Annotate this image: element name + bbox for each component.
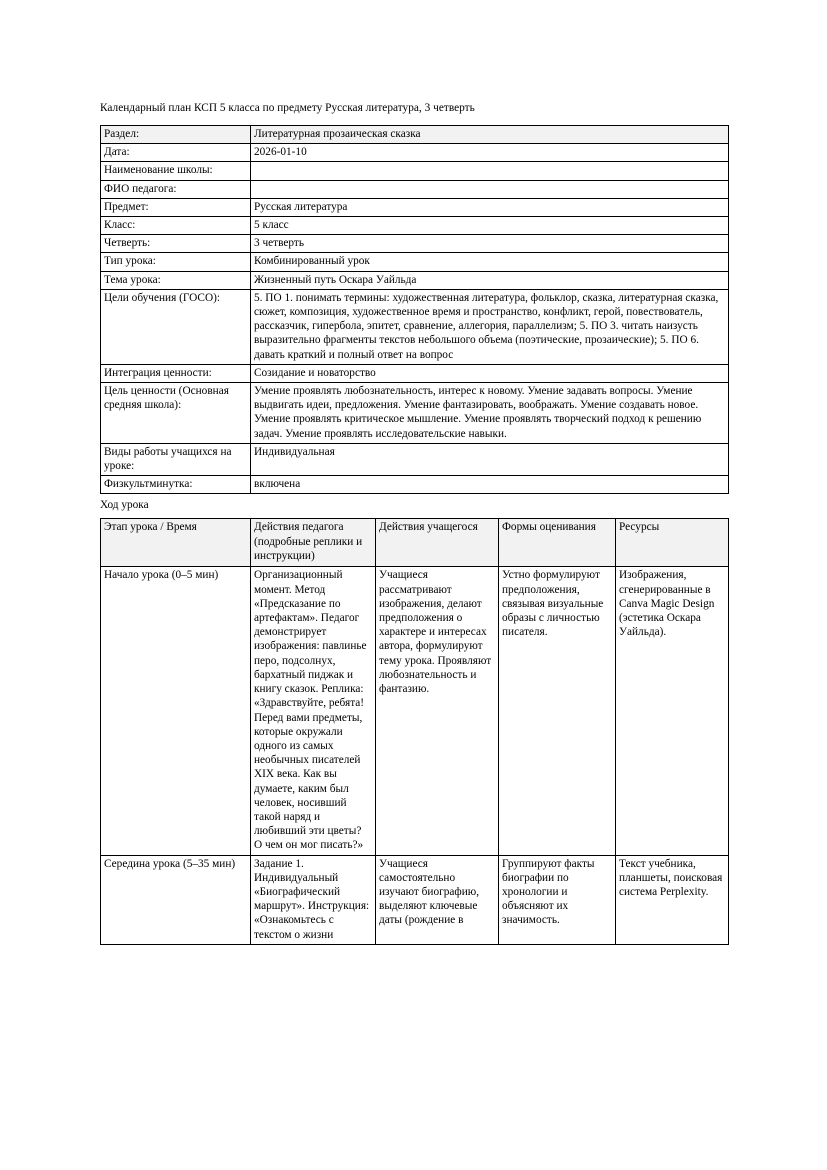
info-label: Наименование школы: [101,162,251,180]
info-label: Виды работы учащихся на уроке: [101,443,251,475]
column-header-assessment: Формы оценивания [499,519,616,567]
lesson-info-body [101,126,729,494]
table-row [101,364,729,382]
column-header-teacher-actions: Действия педагога (подробные реплики и инструкции) [251,519,376,567]
table-row [101,383,729,444]
table-row [101,567,729,855]
info-label: Тип урока: [101,253,251,271]
info-value: Жизненный путь Оскара Уайльда [251,271,729,289]
lesson-flow-caption: Ход урока [100,499,149,512]
table-row [101,289,729,364]
info-value [251,162,729,180]
cell-teacher-actions: Задание 1. Индивидуальный «Биографический маршрут». Инструкция: «Ознакомьтесь с текстом о жизни [251,855,376,944]
info-value: 2026-01-10 [251,144,729,162]
table-row [101,271,729,289]
info-label: Тема урока: [101,271,251,289]
table-row [101,855,729,944]
table-row [101,126,729,144]
info-label: Дата: [101,144,251,162]
info-label: Предмет: [101,198,251,216]
column-header-student-actions: Действия учащегося [376,519,499,567]
cell-stage: Начало урока (0–5 мин) [101,567,251,855]
info-label: Физкультминутка: [101,476,251,494]
column-header-resources: Ресурсы [616,519,729,567]
table-row [101,476,729,494]
table-row [101,198,729,216]
cell-teacher-actions: Организационный момент. Метод «Предсказание по артефактам». Педагог демонстрирует изображения: павлинье перо, подсолнух, бархатный пиджак и книгу сказок. Реплика: «Здравствуйте, ребята! Перед вами предметы, которые окружали одного из самых необычных писателей XIX века. Как вы думаете, каким был человек, носивший такой наряд и любивший эти цветы? О чем он мог писать?» [251,567,376,855]
table-row [101,217,729,235]
info-value: 5 класс [251,217,729,235]
cell-resources: Текст учебника, планшеты, поисковая система Perplexity. [616,855,729,944]
info-label: ФИО педагога: [101,180,251,198]
info-value: Комбинированный урок [251,253,729,271]
info-value [251,180,729,198]
page-content [100,101,728,945]
lesson-flow-body [101,567,729,944]
table-row [101,253,729,271]
cell-assessment: Группируют факты биографии по хронологии и объясняют их значимость. [499,855,616,944]
table-row [101,144,729,162]
cell-stage: Середина урока (5–35 мин) [101,855,251,944]
info-value: включена [251,476,729,494]
info-value: 3 четверть [251,235,729,253]
info-value: Индивидуальная [251,443,729,475]
info-value: 5. ПО 1. понимать термины: художественная литература, фольклор, сказка, литературная сказка, сюжет, композиция, художественное время и пространство, конфликт, герой, повествователь, рассказчик, гипербола, эпитет, сравнение, аллегория, параллелизм; 5. ПО 3. читать наизусть выразительно фрагменты текстов небольшого объема (поэтические, прозаические); 5. ПО 6. давать краткий и полный ответ на вопрос [251,289,729,364]
info-value: Литературная прозаическая сказка [251,126,729,144]
table-row [101,235,729,253]
info-label: Четверть: [101,235,251,253]
lesson-flow-header [101,519,729,567]
cell-student-actions: Учащиеся рассматривают изображения, делают предположения о характере и интересах автора, формулируют тему урока. Проявляют любознательность и фантазию. [376,567,499,855]
info-value: Созидание и новаторство [251,364,729,382]
table-row [101,162,729,180]
column-header-stage: Этап урока / Время [101,519,251,567]
info-label: Раздел: [101,126,251,144]
info-label: Цель ценности (Основная средняя школа): [101,383,251,444]
info-label: Цели обучения (ГОСО): [101,289,251,364]
cell-assessment: Устно формулируют предположения, связывая визуальные образы с личностью писателя. [499,567,616,855]
table-row [101,180,729,198]
table-header-row [101,519,729,567]
cell-resources: Изображения, сгенерированные в Canva Magic Design (эстетика Оскара Уайльда). [616,567,729,855]
document-title: Календарный план КСП 5 класса по предмету Русская литература, 3 четверть [100,102,475,114]
cell-student-actions: Учащиеся самостоятельно изучают биографию, выделяют ключевые даты (рождение в [376,855,499,944]
table-row [101,443,729,475]
info-label: Интеграция ценности: [101,364,251,382]
info-value: Русская литература [251,198,729,216]
lesson-flow-table [100,518,729,944]
info-label: Класс: [101,217,251,235]
info-value: Умение проявлять любознательность, интерес к новому. Умение задавать вопросы. Умение выдвигать идеи, предложения. Умение фантазировать, воображать. Умение создавать новое. Умение проявлять критическое мышление. Умение проявлять творческий подход к решению задач. Умение проявлять исследовательские навыки. [251,383,729,444]
lesson-info-table [100,125,729,494]
